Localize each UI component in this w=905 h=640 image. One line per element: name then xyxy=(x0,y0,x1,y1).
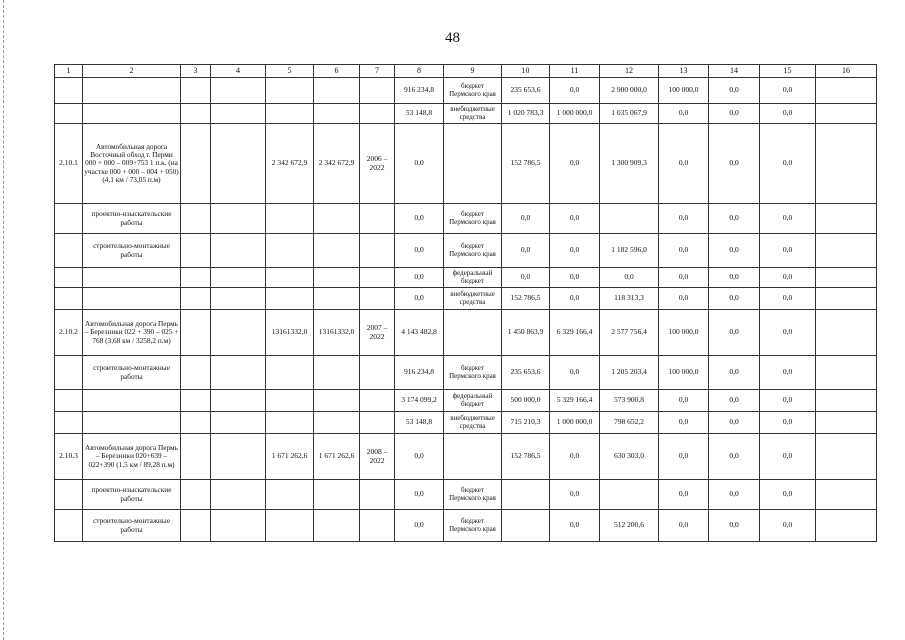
table-cell-col-3 xyxy=(181,268,211,288)
table-cell-col-9 xyxy=(444,310,502,356)
table-cell-col-8: 916 234,8 xyxy=(395,78,444,104)
table-cell-col-13: 0,0 xyxy=(659,434,709,480)
table-cell-col-8: 0,0 xyxy=(395,234,444,268)
table-cell-col-1 xyxy=(55,268,83,288)
table-cell-col-11: 1 000 000,0 xyxy=(550,412,600,434)
table-cell-col-15: 0,0 xyxy=(760,268,816,288)
table-cell-col-8: 0,0 xyxy=(395,510,444,542)
table-cell-col-9: бюджет Пермского края xyxy=(444,204,502,234)
table-cell-col-5: 1 671 262,6 xyxy=(266,434,314,480)
table-cell-col-3 xyxy=(181,434,211,480)
table-cell-col-12: 1 300 909,3 xyxy=(600,124,659,204)
table-cell-col-6 xyxy=(314,390,360,412)
table-cell-col-3 xyxy=(181,124,211,204)
table-cell-col-16 xyxy=(816,310,877,356)
table-cell-col-1 xyxy=(55,412,83,434)
table-cell-col-5 xyxy=(266,356,314,390)
table-cell-col-10: 235 653,6 xyxy=(502,356,550,390)
table-row xyxy=(55,288,877,310)
table-cell-col-3 xyxy=(181,288,211,310)
table-cell-col-9: федеральный бюджет xyxy=(444,390,502,412)
column-header-7: 7 xyxy=(360,65,395,78)
table-row xyxy=(55,268,877,288)
column-header-16: 16 xyxy=(816,65,877,78)
table-cell-col-3 xyxy=(181,204,211,234)
table-cell-col-15: 0,0 xyxy=(760,310,816,356)
table-cell-col-1 xyxy=(55,104,83,124)
table-cell-col-8: 0,0 xyxy=(395,124,444,204)
table-cell-col-1 xyxy=(55,510,83,542)
table-cell-col-10 xyxy=(502,480,550,510)
table-cell-col-4 xyxy=(211,234,266,268)
table-cell-col-16 xyxy=(816,104,877,124)
table-cell-col-1 xyxy=(55,234,83,268)
table-cell-col-12: 512 200,6 xyxy=(600,510,659,542)
table-cell-col-1 xyxy=(55,78,83,104)
table-cell-col-13: 0,0 xyxy=(659,390,709,412)
table-cell-col-2 xyxy=(83,412,181,434)
table-cell-col-12: 2 900 000,0 xyxy=(600,78,659,104)
table-cell-col-6 xyxy=(314,268,360,288)
table-cell-col-6 xyxy=(314,412,360,434)
table-cell-col-6 xyxy=(314,356,360,390)
table-cell-col-14: 0,0 xyxy=(709,310,760,356)
table-cell-col-16 xyxy=(816,234,877,268)
table-cell-col-4 xyxy=(211,124,266,204)
table-cell-col-16 xyxy=(816,412,877,434)
table-cell-col-13: 0,0 xyxy=(659,268,709,288)
table-cell-col-11: 0,0 xyxy=(550,234,600,268)
table-cell-col-13: 0,0 xyxy=(659,288,709,310)
table-cell-col-12: 1 205 203,4 xyxy=(600,356,659,390)
table-cell-col-7 xyxy=(360,234,395,268)
table-cell-col-1: 2.10.1 xyxy=(55,124,83,204)
column-header-9: 9 xyxy=(444,65,502,78)
table-row xyxy=(55,356,877,390)
table-cell-col-2: строительно-монтажные работы xyxy=(83,234,181,268)
column-header-15: 15 xyxy=(760,65,816,78)
column-header-2: 2 xyxy=(83,65,181,78)
table-cell-col-13: 0,0 xyxy=(659,510,709,542)
table-row xyxy=(55,480,877,510)
table-cell-col-6 xyxy=(314,480,360,510)
table-cell-col-8: 0,0 xyxy=(395,480,444,510)
table-cell-col-2: строительно-монтажные работы xyxy=(83,356,181,390)
column-header-8: 8 xyxy=(395,65,444,78)
table-cell-col-11: 6 329 166,4 xyxy=(550,310,600,356)
table-cell-col-2 xyxy=(83,268,181,288)
table-cell-col-4 xyxy=(211,434,266,480)
table-cell-col-10: 1 020 783,3 xyxy=(502,104,550,124)
table-cell-col-1 xyxy=(55,288,83,310)
table-cell-col-10: 152 786,5 xyxy=(502,124,550,204)
table-cell-col-11: 0,0 xyxy=(550,480,600,510)
header-row xyxy=(55,65,877,78)
table-cell-col-16 xyxy=(816,510,877,542)
table-cell-col-5 xyxy=(266,510,314,542)
table-cell-col-7 xyxy=(360,412,395,434)
table-cell-col-6: 2 342 672,9 xyxy=(314,124,360,204)
table-cell-col-8: 0,0 xyxy=(395,434,444,480)
table-cell-col-4 xyxy=(211,412,266,434)
table-cell-col-16 xyxy=(816,78,877,104)
table-cell-col-15: 0,0 xyxy=(760,434,816,480)
table-cell-col-6 xyxy=(314,234,360,268)
table-cell-col-11: 0,0 xyxy=(550,268,600,288)
table-cell-col-7 xyxy=(360,104,395,124)
table-row xyxy=(55,390,877,412)
table-cell-col-16 xyxy=(816,390,877,412)
table-cell-col-10: 500 000,0 xyxy=(502,390,550,412)
table-cell-col-10: 0,0 xyxy=(502,204,550,234)
table-row xyxy=(55,204,877,234)
table-cell-col-9 xyxy=(444,124,502,204)
table-cell-col-4 xyxy=(211,288,266,310)
table-cell-col-13: 0,0 xyxy=(659,124,709,204)
table-cell-col-13: 100 000,0 xyxy=(659,356,709,390)
table-cell-col-12: 0,0 xyxy=(600,268,659,288)
table-row xyxy=(55,412,877,434)
table-cell-col-1 xyxy=(55,356,83,390)
table-cell-col-14: 0,0 xyxy=(709,510,760,542)
table-cell-col-2 xyxy=(83,288,181,310)
table-cell-col-2 xyxy=(83,390,181,412)
table-cell-col-7 xyxy=(360,204,395,234)
table-cell-col-6: 1 671 262,6 xyxy=(314,434,360,480)
table-cell-col-5 xyxy=(266,480,314,510)
table-cell-col-9: бюджет Пермского края xyxy=(444,510,502,542)
table-cell-col-5 xyxy=(266,412,314,434)
table-cell-col-14: 0,0 xyxy=(709,104,760,124)
table-cell-col-16 xyxy=(816,204,877,234)
table-cell-col-2 xyxy=(83,104,181,124)
table-cell-col-8: 0,0 xyxy=(395,204,444,234)
table-cell-col-6 xyxy=(314,510,360,542)
table-cell-col-4 xyxy=(211,310,266,356)
table-cell-col-10 xyxy=(502,510,550,542)
table-cell-col-10: 0,0 xyxy=(502,234,550,268)
table-cell-col-12: 2 577 756,4 xyxy=(600,310,659,356)
table-row xyxy=(55,310,877,356)
table-cell-col-3 xyxy=(181,412,211,434)
table-cell-col-8: 3 174 099,2 xyxy=(395,390,444,412)
table-cell-col-9: бюджет Пермского края xyxy=(444,480,502,510)
table-cell-col-16 xyxy=(816,356,877,390)
table-cell-col-1: 2.10.3 xyxy=(55,434,83,480)
table-cell-col-2 xyxy=(83,78,181,104)
table-cell-col-1 xyxy=(55,390,83,412)
table-cell-col-2: проектно-изыскательские работы xyxy=(83,480,181,510)
table-cell-col-3 xyxy=(181,310,211,356)
page-left-edge xyxy=(0,0,4,640)
table-row xyxy=(55,234,877,268)
table-cell-col-15: 0,0 xyxy=(760,288,816,310)
table-cell-col-5: 13161332,0 xyxy=(266,310,314,356)
table-cell-col-4 xyxy=(211,268,266,288)
column-header-5: 5 xyxy=(266,65,314,78)
column-header-3: 3 xyxy=(181,65,211,78)
table-row xyxy=(55,124,877,204)
table-cell-col-2: строительно-монтажные работы xyxy=(83,510,181,542)
table-cell-col-7: 2007 – 2022 xyxy=(360,310,395,356)
table-cell-col-7 xyxy=(360,390,395,412)
column-header-13: 13 xyxy=(659,65,709,78)
table-cell-col-7: 2008 – 2022 xyxy=(360,434,395,480)
table-cell-col-5 xyxy=(266,204,314,234)
table-cell-col-5 xyxy=(266,78,314,104)
column-header-11: 11 xyxy=(550,65,600,78)
table-cell-col-5 xyxy=(266,268,314,288)
column-header-1: 1 xyxy=(55,65,83,78)
table-cell-col-4 xyxy=(211,356,266,390)
table-cell-col-12 xyxy=(600,204,659,234)
table-cell-col-8: 916 234,8 xyxy=(395,356,444,390)
table-cell-col-4 xyxy=(211,390,266,412)
table-cell-col-7 xyxy=(360,268,395,288)
table-cell-col-7 xyxy=(360,356,395,390)
table-cell-col-2: Автомобильная дорога Пермь – Березники 020+639 – 022+390 (1,5 км / 89,28 п.м) xyxy=(83,434,181,480)
table-cell-col-1 xyxy=(55,204,83,234)
table-cell-col-7 xyxy=(360,78,395,104)
table-cell-col-7 xyxy=(360,288,395,310)
table-cell-col-8: 0,0 xyxy=(395,268,444,288)
table-cell-col-11: 0,0 xyxy=(550,434,600,480)
table-cell-col-5 xyxy=(266,104,314,124)
table-cell-col-9: федеральный бюджет xyxy=(444,268,502,288)
table-cell-col-13: 0,0 xyxy=(659,234,709,268)
table-cell-col-8: 4 143 482,8 xyxy=(395,310,444,356)
table-cell-col-1 xyxy=(55,480,83,510)
table-cell-col-5: 2 342 672,9 xyxy=(266,124,314,204)
table-cell-col-15: 0,0 xyxy=(760,204,816,234)
table-cell-col-14: 0,0 xyxy=(709,434,760,480)
table-cell-col-7: 2006 – 2022 xyxy=(360,124,395,204)
table-cell-col-4 xyxy=(211,204,266,234)
table-cell-col-14: 0,0 xyxy=(709,124,760,204)
table-cell-col-14: 0,0 xyxy=(709,356,760,390)
table-cell-col-15: 0,0 xyxy=(760,510,816,542)
table-cell-col-10: 152 786,5 xyxy=(502,434,550,480)
table-cell-col-12: 630 303,0 xyxy=(600,434,659,480)
table-cell-col-10: 0,0 xyxy=(502,268,550,288)
table-cell-col-2: Автомобильная дорога Пермь – Березники 022 + 390 – 025 + 768 (3,68 км / 3258,2 п.м) xyxy=(83,310,181,356)
table-cell-col-11: 5 329 166,4 xyxy=(550,390,600,412)
table-cell-col-15: 0,0 xyxy=(760,234,816,268)
table-cell-col-14: 0,0 xyxy=(709,480,760,510)
table-cell-col-14: 0,0 xyxy=(709,390,760,412)
table-cell-col-14: 0,0 xyxy=(709,78,760,104)
table-cell-col-3 xyxy=(181,356,211,390)
table-cell-col-15: 0,0 xyxy=(760,412,816,434)
table-cell-col-5 xyxy=(266,390,314,412)
table-cell-col-15: 0,0 xyxy=(760,390,816,412)
column-header-12: 12 xyxy=(600,65,659,78)
table-cell-col-7 xyxy=(360,480,395,510)
table-cell-col-13: 0,0 xyxy=(659,412,709,434)
table-cell-col-10: 235 653,6 xyxy=(502,78,550,104)
column-header-4: 4 xyxy=(211,65,266,78)
table-cell-col-16 xyxy=(816,480,877,510)
table-cell-col-8: 53 148,8 xyxy=(395,412,444,434)
table-cell-col-3 xyxy=(181,390,211,412)
table-cell-col-2: Автомобильная дорога Восточный обход г. Перми 000 + 000 – 009+753 1 п.к. (на участке 000 + 000 – 004 + 050) (4,1 км / 73,05 п.м) xyxy=(83,124,181,204)
table-cell-col-12: 1 182 596,0 xyxy=(600,234,659,268)
table-row xyxy=(55,510,877,542)
table-cell-col-2: проектно-изыскательские работы xyxy=(83,204,181,234)
table-cell-col-12: 118 313,3 xyxy=(600,288,659,310)
table-cell-col-16 xyxy=(816,124,877,204)
table-cell-col-11: 0,0 xyxy=(550,356,600,390)
budget-table xyxy=(54,64,877,542)
table-cell-col-9: внебюджетные средства xyxy=(444,288,502,310)
table-cell-col-14: 0,0 xyxy=(709,268,760,288)
table-cell-col-12 xyxy=(600,480,659,510)
column-header-10: 10 xyxy=(502,65,550,78)
table-cell-col-15: 0,0 xyxy=(760,78,816,104)
table-cell-col-14: 0,0 xyxy=(709,204,760,234)
table-cell-col-3 xyxy=(181,78,211,104)
table-cell-col-16 xyxy=(816,288,877,310)
table-row xyxy=(55,434,877,480)
table-cell-col-6 xyxy=(314,78,360,104)
page-number: 48 xyxy=(445,30,460,46)
table-cell-col-9: внебюджетные средства xyxy=(444,412,502,434)
table-cell-col-13: 100 000,0 xyxy=(659,310,709,356)
table-cell-col-15: 0,0 xyxy=(760,480,816,510)
table-cell-col-10: 1 450 863,9 xyxy=(502,310,550,356)
table-cell-col-13: 0,0 xyxy=(659,104,709,124)
table-cell-col-11: 0,0 xyxy=(550,510,600,542)
table-cell-col-13: 0,0 xyxy=(659,204,709,234)
table-cell-col-11: 1 000 000,0 xyxy=(550,104,600,124)
table-cell-col-12: 798 652,2 xyxy=(600,412,659,434)
table-cell-col-14: 0,0 xyxy=(709,412,760,434)
table-cell-col-13: 0,0 xyxy=(659,480,709,510)
table-cell-col-6 xyxy=(314,104,360,124)
table-cell-col-14: 0,0 xyxy=(709,288,760,310)
table-cell-col-7 xyxy=(360,510,395,542)
table-row xyxy=(55,78,877,104)
table-cell-col-4 xyxy=(211,104,266,124)
table-cell-col-5 xyxy=(266,234,314,268)
table-cell-col-16 xyxy=(816,268,877,288)
table-cell-col-16 xyxy=(816,434,877,480)
table-cell-col-9: бюджет Пермского края xyxy=(444,78,502,104)
table-cell-col-8: 0,0 xyxy=(395,288,444,310)
table-cell-col-3 xyxy=(181,480,211,510)
table-cell-col-8: 53 148,8 xyxy=(395,104,444,124)
table-cell-col-4 xyxy=(211,480,266,510)
table-cell-col-15: 0,0 xyxy=(760,124,816,204)
table-cell-col-10: 152 786,5 xyxy=(502,288,550,310)
table-cell-col-9: внебюджетные средства xyxy=(444,104,502,124)
table-cell-col-11: 0,0 xyxy=(550,78,600,104)
table-cell-col-3 xyxy=(181,234,211,268)
table-cell-col-15: 0,0 xyxy=(760,104,816,124)
table-cell-col-4 xyxy=(211,78,266,104)
table-cell-col-3 xyxy=(181,510,211,542)
table-cell-col-9: бюджет Пермского края xyxy=(444,234,502,268)
table-cell-col-4 xyxy=(211,510,266,542)
table-cell-col-11: 0,0 xyxy=(550,288,600,310)
table-cell-col-6 xyxy=(314,288,360,310)
table-cell-col-13: 100 000,0 xyxy=(659,78,709,104)
table-cell-col-10: 715 210,3 xyxy=(502,412,550,434)
table-row xyxy=(55,104,877,124)
table-cell-col-15: 0,0 xyxy=(760,356,816,390)
table-cell-col-9: бюджет Пермского края xyxy=(444,356,502,390)
table-cell-col-12: 1 035 067,9 xyxy=(600,104,659,124)
table-cell-col-6: 13161332,0 xyxy=(314,310,360,356)
table-cell-col-14: 0,0 xyxy=(709,234,760,268)
table-cell-col-3 xyxy=(181,104,211,124)
table-cell-col-1: 2.10.2 xyxy=(55,310,83,356)
table-cell-col-6 xyxy=(314,204,360,234)
column-header-14: 14 xyxy=(709,65,760,78)
table-cell-col-12: 573 900,8 xyxy=(600,390,659,412)
table-cell-col-11: 0,0 xyxy=(550,124,600,204)
column-header-6: 6 xyxy=(314,65,360,78)
table-cell-col-9 xyxy=(444,434,502,480)
table-cell-col-11: 0,0 xyxy=(550,204,600,234)
table-cell-col-5 xyxy=(266,288,314,310)
